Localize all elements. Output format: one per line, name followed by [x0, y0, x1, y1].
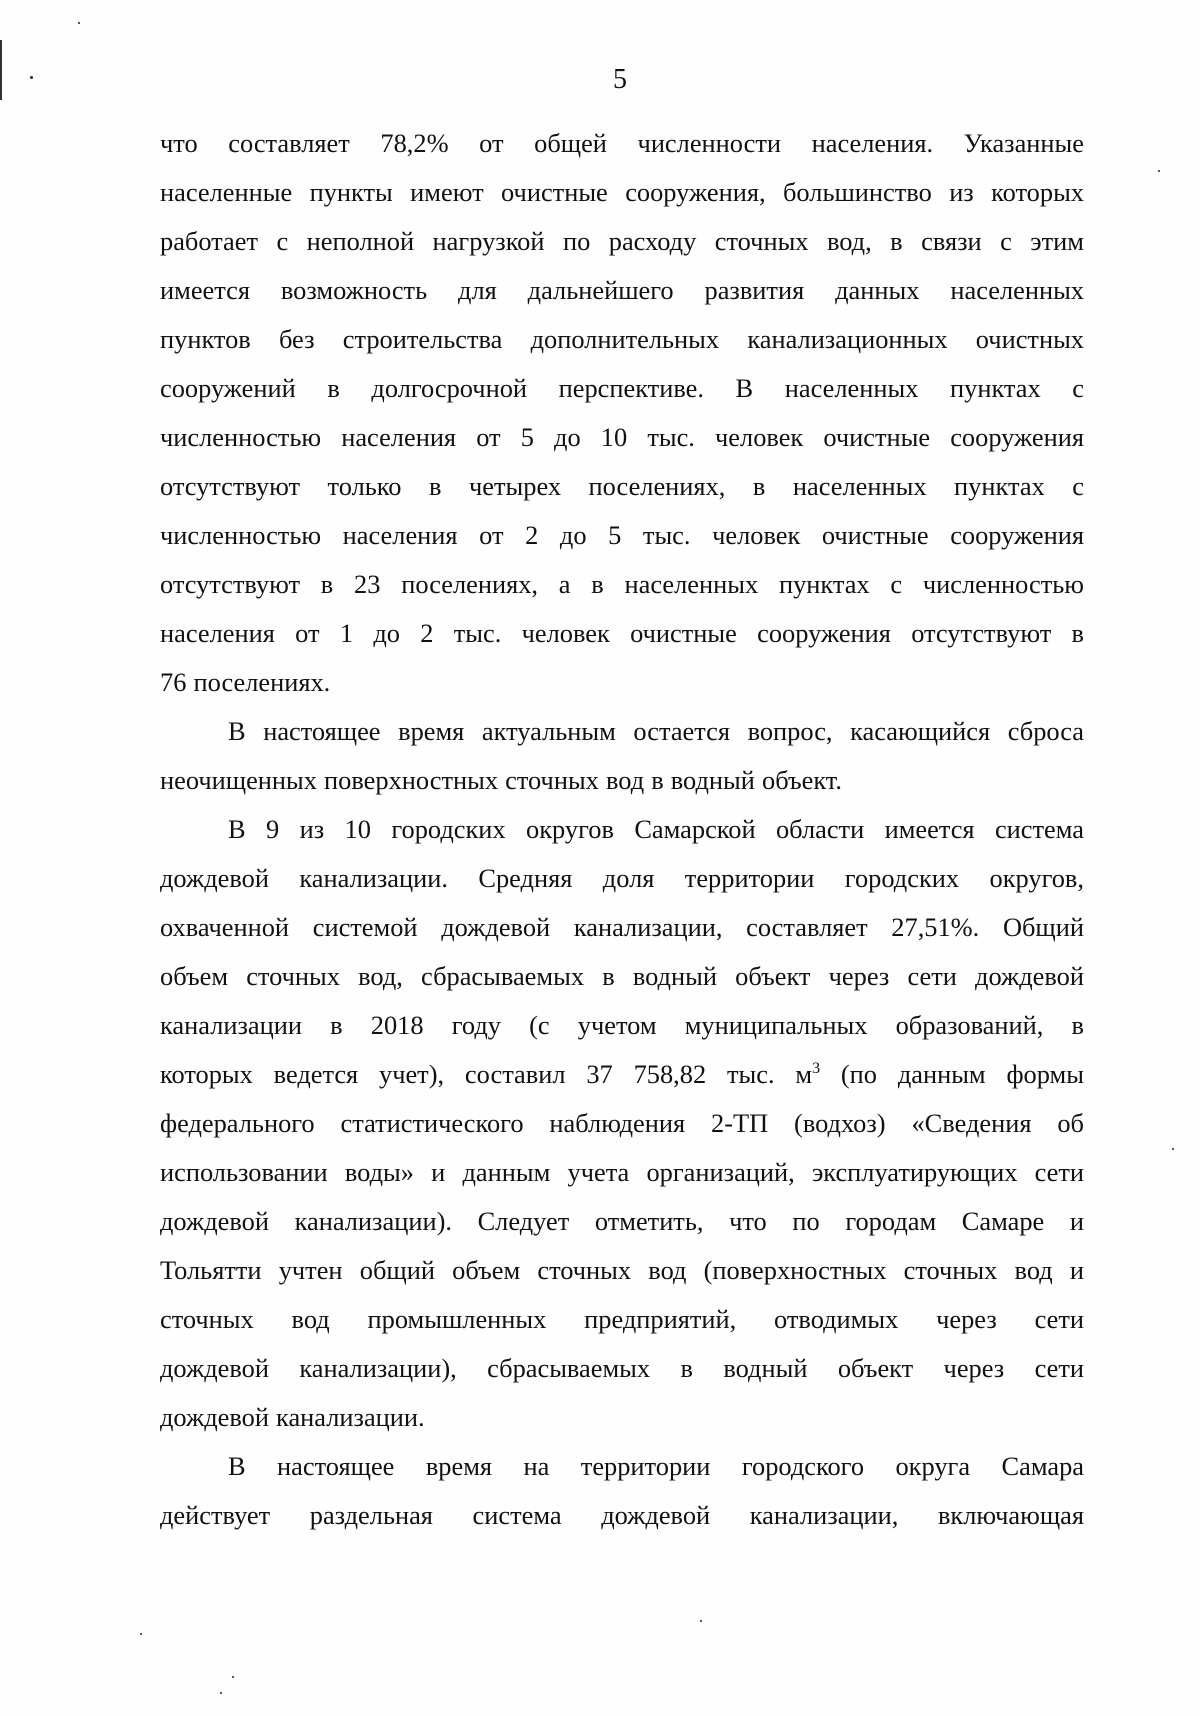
text-line: В настоящее время на территории городского округа Самара	[228, 1451, 1084, 1481]
scan-speck	[700, 1620, 702, 1622]
body-text	[160, 119, 1084, 1540]
text-line: сточных вод промышленных предприятий, отводимых через сети	[160, 1304, 1084, 1334]
text-line: отсутствуют в 23 поселениях, а в населенных пунктах с численностью	[160, 569, 1084, 599]
paragraph-1	[160, 119, 1084, 707]
text-line: канализации в 2018 году (с учетом муниципальных образований, в	[160, 1010, 1084, 1040]
text-line: населения от 1 до 2 тыс. человек очистные сооружения отсутствуют в	[160, 618, 1084, 648]
text-line: объем сточных вод, сбрасываемых в водный объект через сети дождевой	[160, 961, 1084, 991]
text-line: имеется возможность для дальнейшего развития данных населенных	[160, 275, 1084, 305]
text-line: дождевой канализации), сбрасываемых в водный объект через сети	[160, 1353, 1084, 1383]
paragraph-2	[160, 707, 1084, 805]
scan-speck	[1172, 1148, 1174, 1150]
text-line: работает с неполной нагрузкой по расходу сточных вод, в связи с этим	[160, 226, 1084, 256]
text-line: сооружений в долгосрочной перспективе. В населенных пунктах с	[160, 373, 1084, 403]
paragraph-4	[160, 1442, 1084, 1540]
scan-speck	[140, 1633, 142, 1635]
text-line: федерального статистического наблюдения 2-ТП (водхоз) «Сведения об	[160, 1108, 1084, 1138]
text-line: пунктов без строительства дополнительных канализационных очистных	[160, 324, 1084, 354]
superscript: 3	[812, 1060, 821, 1077]
text-line-with-superscript	[160, 1050, 1084, 1099]
text-line: дождевой канализации). Следует отметить, что по городам Самаре и	[160, 1206, 1084, 1236]
text-line: охваченной системой дождевой канализации, составляет 27,51%. Общий	[160, 912, 1084, 942]
text-line: Тольятти учтен общий объем сточных вод (поверхностных сточных вод и	[160, 1255, 1084, 1285]
scan-speck	[220, 1692, 222, 1694]
text-line: неочищенных поверхностных сточных вод в водный объект.	[160, 765, 842, 795]
text-segment: которых ведется учет), составил 37 758,82 тыс. м	[160, 1059, 813, 1089]
text-line: В настоящее время актуальным остается вопрос, касающийся сброса	[228, 716, 1084, 746]
paragraph-3	[160, 805, 1084, 1442]
text-line: дождевой канализации. Средняя доля территории городских округов,	[160, 863, 1084, 893]
page-number: 5	[613, 64, 627, 95]
text-line: использовании воды» и данным учета организаций, эксплуатирующих сети	[160, 1157, 1084, 1187]
scan-speck	[78, 22, 80, 24]
text-segment: (по данным формы	[820, 1059, 1084, 1089]
scan-speck	[232, 1676, 234, 1678]
text-line: численностью населения от 5 до 10 тыс. человек очистные сооружения	[160, 422, 1084, 452]
text-line: В 9 из 10 городских округов Самарской области имеется система	[228, 814, 1084, 844]
text-line: отсутствуют только в четырех поселениях, в населенных пунктах с	[160, 471, 1084, 501]
scan-speck	[1158, 170, 1160, 172]
text-line: 76 поселениях.	[160, 667, 331, 697]
text-line: численностью населения от 2 до 5 тыс. человек очистные сооружения	[160, 520, 1084, 550]
text-line: действует раздельная система дождевой канализации, включающая	[160, 1500, 1084, 1530]
text-line: дождевой канализации.	[160, 1402, 425, 1432]
text-line: что составляет 78,2% от общей численности населения. Указанные	[160, 128, 1084, 158]
text-line: населенные пункты имеют очистные сооружения, большинство из которых	[160, 177, 1084, 207]
